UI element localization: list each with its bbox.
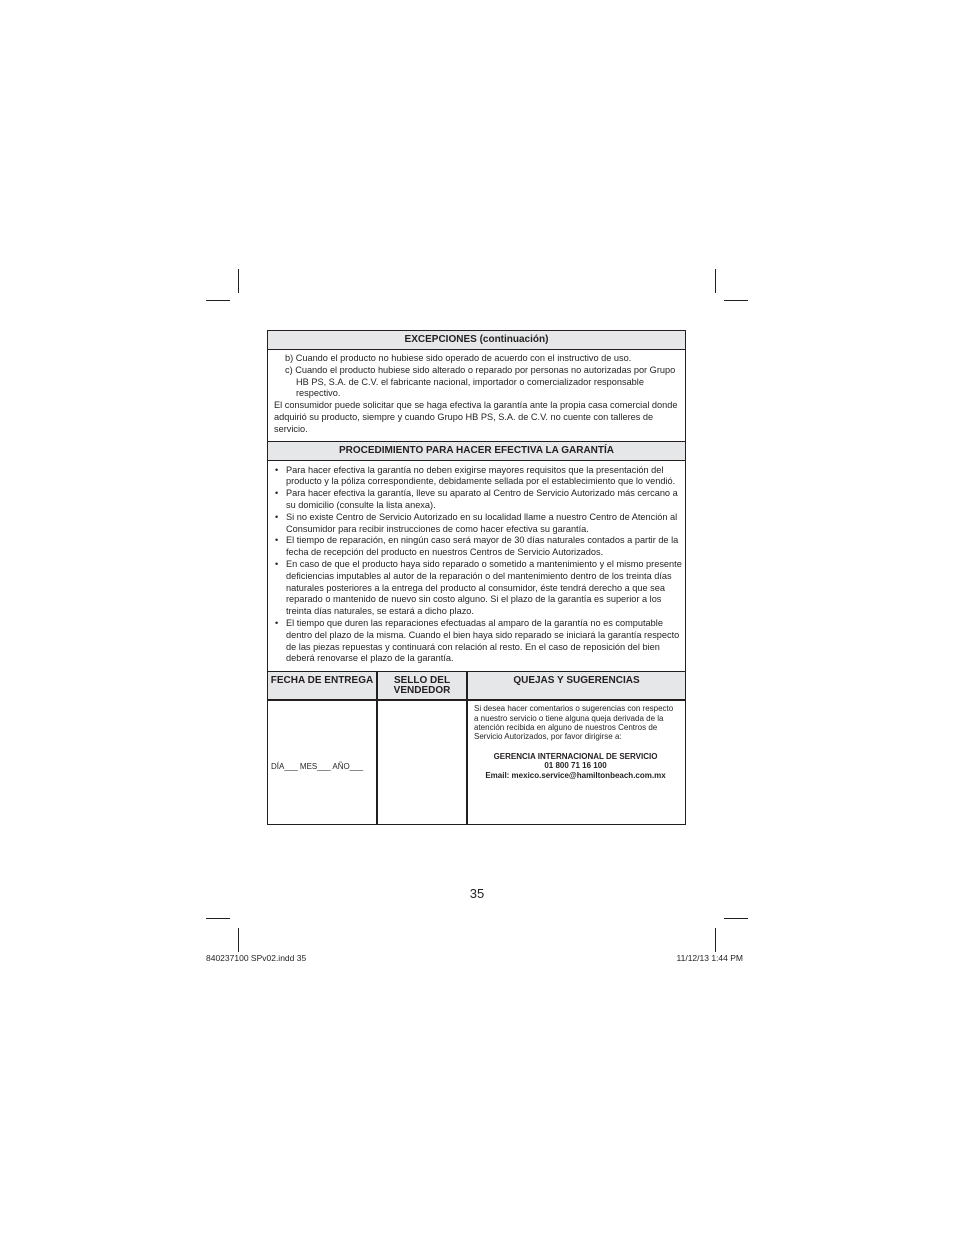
slug-datetime: 11/12/13 1:44 PM [676, 953, 743, 963]
seller-stamp-cell [376, 701, 466, 824]
exception-item: c) Cuando el producto hubiese sido alterado o reparado por personas no autorizadas por Grupo HB PS, S.A. de C.V. el fabricante nacional, importador o comercializador responsable respectivo. [285, 364, 676, 399]
contact-phone: 01 800 71 16 100 [544, 761, 607, 771]
service-contact [468, 749, 685, 781]
complaints-cell [466, 701, 685, 824]
procedure-item: • Para hacer efectiva la garantía no deben exigirse mayores requisitos que la presentación del producto y la póliza correspondiente, debidamente sellada por el establecimiento que lo vendió. [274, 465, 682, 489]
procedure-list [268, 461, 685, 672]
procedure-item: • Si no existe Centro de Servicio Autorizado en su localidad llame a nuestro Centro de Atención al Consumidor para recibir instrucciones de como hacer efectiva su garantía. [274, 512, 682, 536]
exception-item: b) Cuando el producto no hubiese sido operado de acuerdo con el instructivo de uso. [285, 353, 632, 363]
date-fill-line: DÍA___ MES___ AÑO___ [271, 762, 364, 772]
crop-mark [715, 269, 716, 293]
procedure-item: • El tiempo de reparación, en ningún caso será mayor de 30 días naturales contados a partir de la fecha de recepción del producto en nuestros Centros de Servicio Autorizados. [274, 535, 682, 559]
crop-mark [238, 269, 239, 293]
suggestions-text: Si desea hacer comentarios o sugerencias con respecto a nuestro servicio o tiene alguna queja derivada de la atención recibida en alguno de nuestros Centros de Servicio Autorizados, por favor dirigirse a: [474, 704, 674, 742]
warranty-box [267, 330, 686, 825]
slug-filename: 840237100 SPv02.indd 35 [206, 953, 307, 963]
warranty-form-table [268, 671, 685, 824]
crop-mark [206, 918, 230, 919]
procedure-item: • El tiempo que duren las reparaciones efectuadas al amparo de la garantía no es computable dentro del plazo de la misma. Cuando el bien haya sido reparado se iniciará la garantía respecto de las piezas repuestas y continuará con relación al resto. En el caso de reposición del bien deberá renovarse el plazo de la garantía. [274, 618, 682, 665]
complaints-header: QUEJAS Y SUGERENCIAS [466, 672, 685, 701]
crop-mark [724, 300, 748, 301]
crop-mark [206, 300, 230, 301]
exceptions-title: EXCEPCIONES (continuación) [268, 331, 685, 350]
contact-email: Email: mexico.service@hamiltonbeach.com.mx [485, 770, 666, 780]
procedure-title: PROCEDIMIENTO PARA HACER EFECTIVA LA GARANTÍA [268, 441, 685, 461]
seller-stamp-header: SELLO DEL VENDEDOR [376, 672, 466, 701]
delivery-date-cell [268, 701, 376, 824]
delivery-date-header: FECHA DE ENTREGA [268, 672, 376, 701]
exceptions-body [268, 350, 685, 441]
procedure-item: • En caso de que el producto haya sido reparado o sometido a mantenimiento y el mismo presente deficiencias imputables al autor de la reparación o del mantenimiento dentro de los treinta días naturales posteriores a la entrega del producto al consumidor, éste tendrá derecho a que sea reparado o mantenido de nuevo sin costo alguno. Si el plazo de la garantía es superior a los treinta días naturales, se estará a dicho plazo. [274, 559, 682, 618]
exceptions-note: El consumidor puede solicitar que se haga efectiva la garantía ante la propia casa comercial donde adquirió su producto, siempre y cuando Grupo HB PS, S.A. de C.V. no cuente con talleres de servicio. [274, 400, 678, 434]
crop-mark [238, 928, 239, 952]
procedure-item: • Para hacer efectiva la garantía, lleve su aparato al Centro de Servicio Autorizado más cercano a su domicilio (consulte la lista anexa). [274, 488, 682, 512]
contact-department: GERENCIA INTERNACIONAL DE SERVICIO [493, 751, 658, 761]
crop-mark [724, 918, 748, 919]
crop-mark [715, 928, 716, 952]
page-number: 35 [469, 886, 485, 901]
